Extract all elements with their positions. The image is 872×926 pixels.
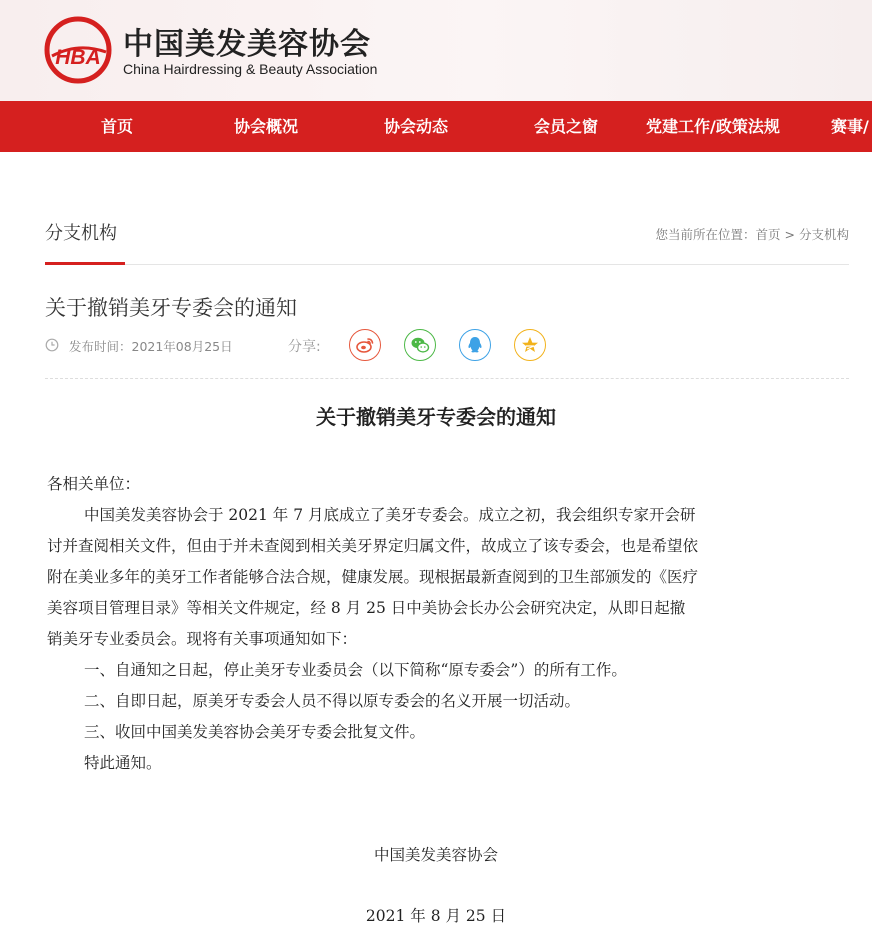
weibo-icon	[354, 334, 376, 356]
article-title: 关于撤销美牙专委会的通知	[45, 296, 297, 320]
site-header	[0, 0, 872, 101]
share-qzone-button[interactable]	[514, 329, 546, 361]
document-salutation: 各相关单位：	[47, 475, 141, 493]
nav-item-party-policy[interactable]: 党建工作/政策法规	[646, 117, 780, 136]
document-date: 2021 年 8 月 25 日	[365, 907, 507, 925]
nav-item-events[interactable]: 赛事/	[831, 117, 869, 136]
breadcrumb-home-link[interactable]: 首页	[755, 227, 781, 242]
document-line: 讨并查阅相关文件，但由于并未查阅到相关美牙界定归属文件，故成立了该专委会，也是希望依	[47, 537, 699, 555]
breadcrumb-prefix: 您当前所在位置：	[655, 227, 756, 242]
breadcrumb-separator: >	[780, 227, 799, 242]
document-item: 一、自通知之日起，停止美牙专业委员会（以下简称“原专委会”）的所有工作。	[84, 661, 627, 679]
meta-divider	[45, 378, 849, 379]
publish-date: 发布时间：2021年08月25日	[69, 339, 233, 354]
qq-icon	[464, 334, 486, 356]
document-line: 销美牙专业委员会。现将有关事项通知如下：	[47, 630, 358, 648]
document-signature: 中国美发美容协会	[373, 846, 498, 864]
nav-item-about[interactable]: 协会概况	[234, 117, 299, 136]
share-wechat-button[interactable]	[404, 329, 436, 361]
share-label: 分享:	[288, 339, 321, 355]
breadcrumb	[656, 225, 849, 243]
document-closing: 特此通知。	[84, 754, 162, 772]
site-name-en: China Hairdressing & Beauty Association	[123, 61, 378, 77]
site-name-cn[interactable]: 中国美发美容协会	[123, 27, 371, 62]
section-title-underline	[45, 262, 125, 265]
section-title: 分支机构	[45, 223, 117, 244]
breadcrumb-current[interactable]: 分支机构	[798, 227, 849, 242]
clock-icon	[45, 338, 59, 352]
share-weibo-button[interactable]	[349, 329, 381, 361]
document-heading: 关于撤销美牙专委会的通知	[316, 405, 556, 429]
document-line: 美容项目管理目录》等相关文件规定，经 8 月 25 日中美协会长办公会研究决定，从即日起撤	[47, 599, 686, 617]
hba-logo-icon[interactable]	[44, 16, 112, 84]
nav-item-news[interactable]: 协会动态	[384, 117, 449, 136]
document-line: 附在美业多年的美牙工作者能够合法合规，健康发展。现根据最新查阅到的卫生部颁发的《医疗	[47, 568, 699, 586]
nav-item-members[interactable]: 会员之窗	[534, 117, 599, 136]
section-divider	[45, 264, 849, 265]
document-item: 三、收回中国美发美容协会美牙专委会批复文件。	[84, 723, 426, 741]
main-nav	[0, 101, 872, 152]
document-line: 中国美发美容协会于 2021 年 7 月底成立了美牙专委会。成立之初，我会组织专家开会研	[84, 506, 696, 524]
qzone-icon	[519, 334, 541, 356]
nav-item-home[interactable]: 首页	[101, 117, 134, 136]
logo-mark-text: HBA	[55, 46, 101, 69]
wechat-icon	[409, 334, 431, 356]
document-item: 二、自即日起，原美牙专委会人员不得以原专委会的名义开展一切活动。	[84, 692, 581, 710]
share-qq-button[interactable]	[459, 329, 491, 361]
